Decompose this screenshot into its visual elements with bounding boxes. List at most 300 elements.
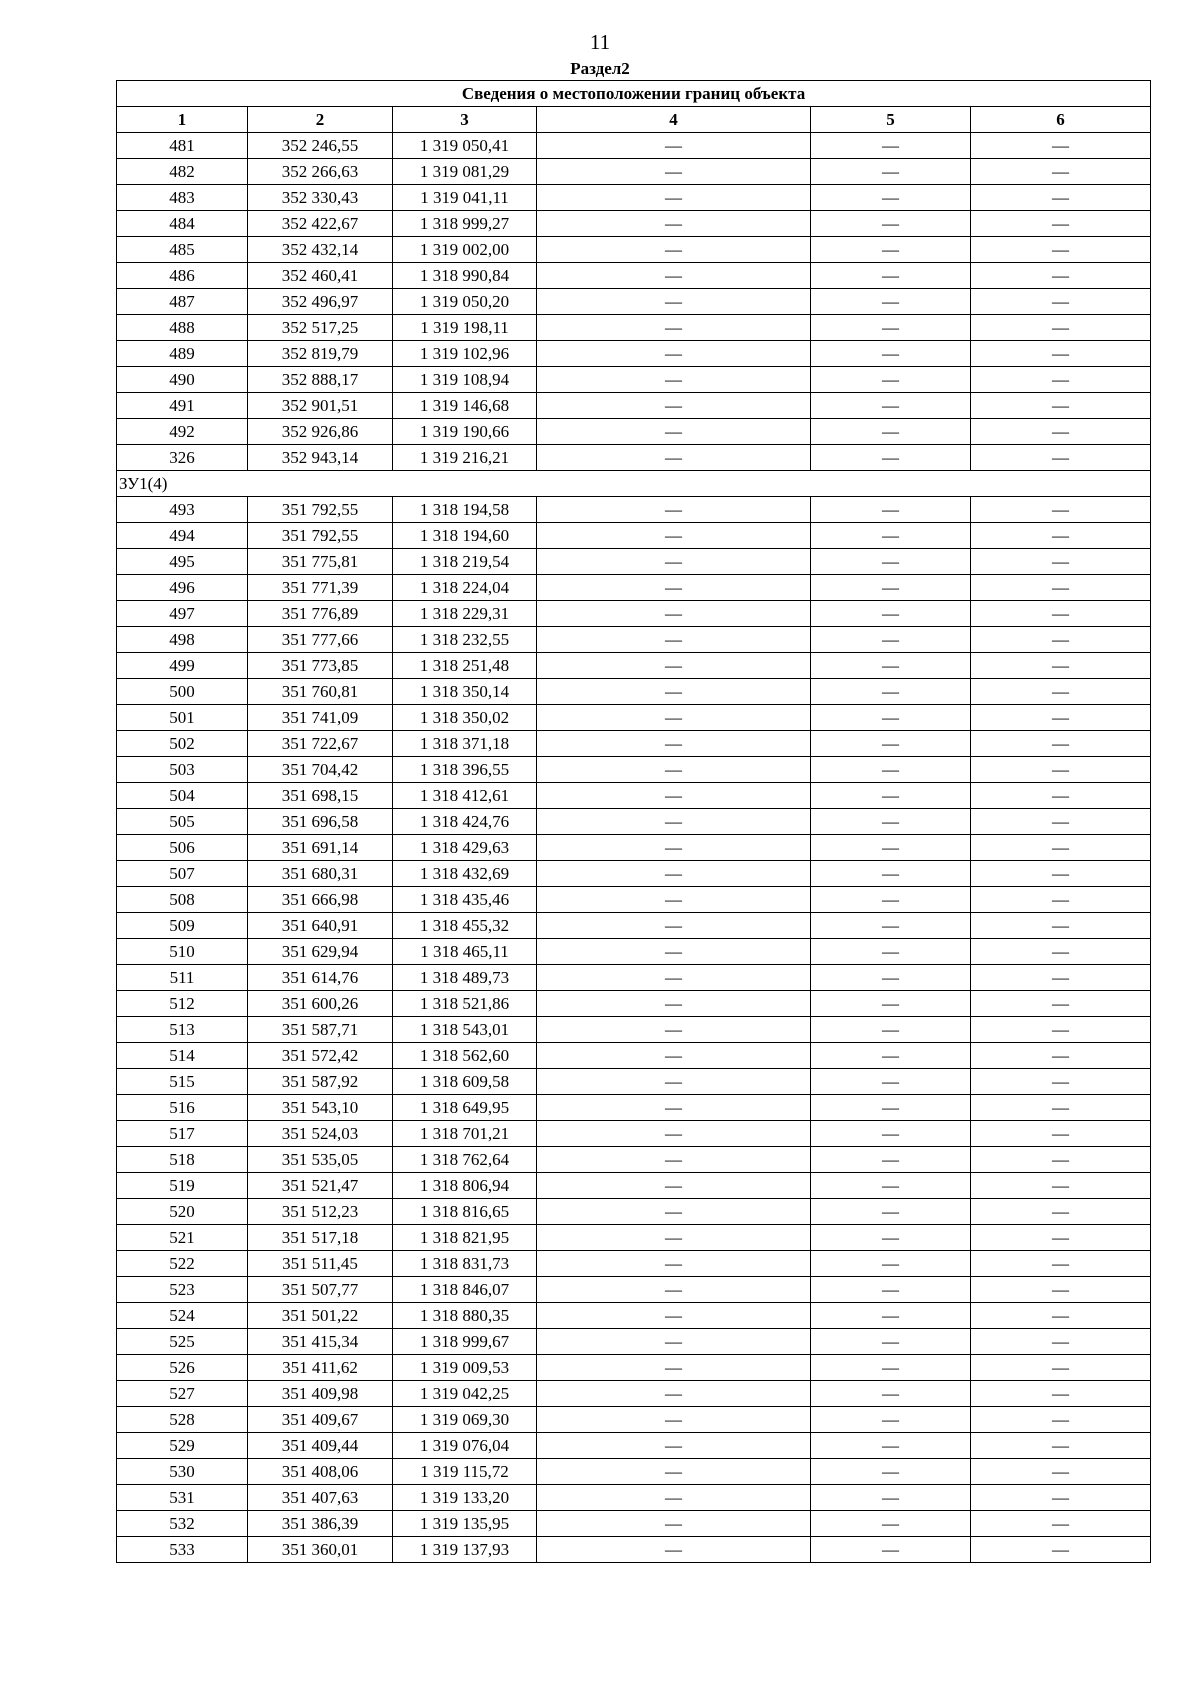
table-row <box>117 991 1151 1017</box>
point-number-cell: 502 <box>117 731 248 757</box>
empty-value-cell: — <box>971 1277 1151 1303</box>
point-number-cell: 516 <box>117 1095 248 1121</box>
empty-value-cell: — <box>537 1277 811 1303</box>
x-coordinate-cell: 351 666,98 <box>248 887 393 913</box>
empty-value-cell: — <box>537 1537 811 1563</box>
y-coordinate-cell: 1 318 465,11 <box>393 939 537 965</box>
point-number-cell: 495 <box>117 549 248 575</box>
point-number-cell: 484 <box>117 211 248 237</box>
point-number-cell: 326 <box>117 445 248 471</box>
point-number-cell: 507 <box>117 861 248 887</box>
table-row <box>117 1069 1151 1095</box>
table-row <box>117 757 1151 783</box>
y-coordinate-cell: 1 318 194,58 <box>393 497 537 523</box>
y-coordinate-cell: 1 318 562,60 <box>393 1043 537 1069</box>
point-number-cell: 512 <box>117 991 248 1017</box>
empty-value-cell: — <box>971 289 1151 315</box>
y-coordinate-cell: 1 318 999,67 <box>393 1329 537 1355</box>
x-coordinate-cell: 351 407,63 <box>248 1485 393 1511</box>
empty-value-cell: — <box>971 991 1151 1017</box>
point-number-cell: 527 <box>117 1381 248 1407</box>
x-coordinate-cell: 351 360,01 <box>248 1537 393 1563</box>
empty-value-cell: — <box>971 341 1151 367</box>
y-coordinate-cell: 1 319 050,20 <box>393 289 537 315</box>
point-number-cell: 532 <box>117 1511 248 1537</box>
y-coordinate-cell: 1 318 412,61 <box>393 783 537 809</box>
empty-value-cell: — <box>811 1199 971 1225</box>
y-coordinate-cell: 1 319 198,11 <box>393 315 537 341</box>
y-coordinate-cell: 1 318 701,21 <box>393 1121 537 1147</box>
x-coordinate-cell: 351 409,98 <box>248 1381 393 1407</box>
x-coordinate-cell: 351 511,45 <box>248 1251 393 1277</box>
x-coordinate-cell: 351 521,47 <box>248 1173 393 1199</box>
x-coordinate-cell: 351 587,71 <box>248 1017 393 1043</box>
empty-value-cell: — <box>537 159 811 185</box>
y-coordinate-cell: 1 319 133,20 <box>393 1485 537 1511</box>
x-coordinate-cell: 352 901,51 <box>248 393 393 419</box>
y-coordinate-cell: 1 318 350,02 <box>393 705 537 731</box>
empty-value-cell: — <box>971 159 1151 185</box>
empty-value-cell: — <box>811 393 971 419</box>
point-number-cell: 520 <box>117 1199 248 1225</box>
y-coordinate-cell: 1 319 042,25 <box>393 1381 537 1407</box>
table-row <box>117 809 1151 835</box>
y-coordinate-cell: 1 319 137,93 <box>393 1537 537 1563</box>
column-header: 4 <box>537 107 811 133</box>
table-row <box>117 315 1151 341</box>
empty-value-cell: — <box>811 783 971 809</box>
x-coordinate-cell: 351 792,55 <box>248 523 393 549</box>
point-number-cell: 522 <box>117 1251 248 1277</box>
empty-value-cell: — <box>537 211 811 237</box>
empty-value-cell: — <box>537 1329 811 1355</box>
x-coordinate-cell: 351 587,92 <box>248 1069 393 1095</box>
empty-value-cell: — <box>811 1251 971 1277</box>
empty-value-cell: — <box>811 1303 971 1329</box>
coordinates-table <box>116 80 1151 1563</box>
empty-value-cell: — <box>537 653 811 679</box>
empty-value-cell: — <box>537 887 811 913</box>
y-coordinate-cell: 1 318 649,95 <box>393 1095 537 1121</box>
empty-value-cell: — <box>971 939 1151 965</box>
x-coordinate-cell: 351 696,58 <box>248 809 393 835</box>
empty-value-cell: — <box>811 835 971 861</box>
empty-value-cell: — <box>971 731 1151 757</box>
empty-value-cell: — <box>971 497 1151 523</box>
x-coordinate-cell: 351 409,67 <box>248 1407 393 1433</box>
table-row <box>117 1147 1151 1173</box>
point-number-cell: 506 <box>117 835 248 861</box>
empty-value-cell: — <box>971 185 1151 211</box>
x-coordinate-cell: 351 535,05 <box>248 1147 393 1173</box>
y-coordinate-cell: 1 318 371,18 <box>393 731 537 757</box>
point-number-cell: 486 <box>117 263 248 289</box>
empty-value-cell: — <box>537 809 811 835</box>
empty-value-cell: — <box>971 1433 1151 1459</box>
y-coordinate-cell: 1 319 050,41 <box>393 133 537 159</box>
empty-value-cell: — <box>811 419 971 445</box>
y-coordinate-cell: 1 319 002,00 <box>393 237 537 263</box>
empty-value-cell: — <box>971 783 1151 809</box>
table-row <box>117 159 1151 185</box>
empty-value-cell: — <box>971 705 1151 731</box>
empty-value-cell: — <box>537 1381 811 1407</box>
table-row <box>117 887 1151 913</box>
empty-value-cell: — <box>811 1069 971 1095</box>
table-row <box>117 445 1151 471</box>
x-coordinate-cell: 351 680,31 <box>248 861 393 887</box>
empty-value-cell: — <box>811 1095 971 1121</box>
empty-value-cell: — <box>537 1069 811 1095</box>
empty-value-cell: — <box>971 1459 1151 1485</box>
table-row <box>117 601 1151 627</box>
empty-value-cell: — <box>537 1043 811 1069</box>
point-number-cell: 530 <box>117 1459 248 1485</box>
table-row <box>117 1017 1151 1043</box>
y-coordinate-cell: 1 318 429,63 <box>393 835 537 861</box>
table-row <box>117 1433 1151 1459</box>
table-row <box>117 679 1151 705</box>
empty-value-cell: — <box>537 731 811 757</box>
table-row <box>117 393 1151 419</box>
empty-value-cell: — <box>811 1277 971 1303</box>
point-number-cell: 497 <box>117 601 248 627</box>
empty-value-cell: — <box>971 757 1151 783</box>
empty-value-cell: — <box>971 1147 1151 1173</box>
empty-value-cell: — <box>971 1485 1151 1511</box>
empty-value-cell: — <box>811 991 971 1017</box>
empty-value-cell: — <box>971 1537 1151 1563</box>
x-coordinate-cell: 351 507,77 <box>248 1277 393 1303</box>
empty-value-cell: — <box>537 1485 811 1511</box>
empty-value-cell: — <box>971 913 1151 939</box>
empty-value-cell: — <box>971 133 1151 159</box>
x-coordinate-cell: 351 512,23 <box>248 1199 393 1225</box>
empty-value-cell: — <box>971 1329 1151 1355</box>
y-coordinate-cell: 1 318 455,32 <box>393 913 537 939</box>
table-row <box>117 185 1151 211</box>
empty-value-cell: — <box>537 1459 811 1485</box>
table-row <box>117 1277 1151 1303</box>
column-header: 5 <box>811 107 971 133</box>
page-number: 11 <box>589 30 611 54</box>
empty-value-cell: — <box>537 939 811 965</box>
table-row <box>117 939 1151 965</box>
point-number-cell: 491 <box>117 393 248 419</box>
table-row <box>117 1407 1151 1433</box>
empty-value-cell: — <box>971 315 1151 341</box>
point-number-cell: 517 <box>117 1121 248 1147</box>
empty-value-cell: — <box>811 1355 971 1381</box>
table-row <box>117 419 1151 445</box>
x-coordinate-cell: 351 409,44 <box>248 1433 393 1459</box>
empty-value-cell: — <box>971 1225 1151 1251</box>
table-row <box>117 1485 1151 1511</box>
y-coordinate-cell: 1 319 146,68 <box>393 393 537 419</box>
table-row <box>117 1121 1151 1147</box>
table-row <box>117 341 1151 367</box>
point-number-cell: 503 <box>117 757 248 783</box>
table-row <box>117 575 1151 601</box>
point-number-cell: 508 <box>117 887 248 913</box>
empty-value-cell: — <box>811 1459 971 1485</box>
y-coordinate-cell: 1 319 190,66 <box>393 419 537 445</box>
point-number-cell: 481 <box>117 133 248 159</box>
x-coordinate-cell: 352 422,67 <box>248 211 393 237</box>
point-number-cell: 489 <box>117 341 248 367</box>
empty-value-cell: — <box>811 1147 971 1173</box>
table-row <box>117 627 1151 653</box>
table-row <box>117 237 1151 263</box>
point-number-cell: 482 <box>117 159 248 185</box>
point-number-cell: 500 <box>117 679 248 705</box>
empty-value-cell: — <box>537 367 811 393</box>
y-coordinate-cell: 1 319 081,29 <box>393 159 537 185</box>
y-coordinate-cell: 1 318 435,46 <box>393 887 537 913</box>
table-row <box>117 1225 1151 1251</box>
y-coordinate-cell: 1 318 880,35 <box>393 1303 537 1329</box>
table-row <box>117 1381 1151 1407</box>
y-coordinate-cell: 1 318 219,54 <box>393 549 537 575</box>
empty-value-cell: — <box>971 1355 1151 1381</box>
empty-value-cell: — <box>537 679 811 705</box>
table-caption: Сведения о местоположении границ объекта <box>117 81 1151 107</box>
empty-value-cell: — <box>537 445 811 471</box>
point-number-cell: 533 <box>117 1537 248 1563</box>
empty-value-cell: — <box>811 523 971 549</box>
empty-value-cell: — <box>971 1017 1151 1043</box>
empty-value-cell: — <box>971 679 1151 705</box>
empty-value-cell: — <box>537 523 811 549</box>
empty-value-cell: — <box>811 1043 971 1069</box>
empty-value-cell: — <box>537 1173 811 1199</box>
x-coordinate-cell: 351 614,76 <box>248 965 393 991</box>
x-coordinate-cell: 351 741,09 <box>248 705 393 731</box>
empty-value-cell: — <box>971 523 1151 549</box>
empty-value-cell: — <box>811 1407 971 1433</box>
y-coordinate-cell: 1 318 232,55 <box>393 627 537 653</box>
x-coordinate-cell: 352 246,55 <box>248 133 393 159</box>
y-coordinate-cell: 1 318 224,04 <box>393 575 537 601</box>
empty-value-cell: — <box>537 1199 811 1225</box>
empty-value-cell: — <box>811 315 971 341</box>
empty-value-cell: — <box>537 783 811 809</box>
x-coordinate-cell: 351 640,91 <box>248 913 393 939</box>
empty-value-cell: — <box>971 887 1151 913</box>
empty-value-cell: — <box>811 549 971 575</box>
empty-value-cell: — <box>537 705 811 731</box>
table-row <box>117 835 1151 861</box>
table-row <box>117 263 1151 289</box>
empty-value-cell: — <box>971 1381 1151 1407</box>
point-number-cell: 521 <box>117 1225 248 1251</box>
point-number-cell: 510 <box>117 939 248 965</box>
x-coordinate-cell: 351 775,81 <box>248 549 393 575</box>
x-coordinate-cell: 352 330,43 <box>248 185 393 211</box>
y-coordinate-cell: 1 319 069,30 <box>393 1407 537 1433</box>
empty-value-cell: — <box>537 263 811 289</box>
empty-value-cell: — <box>537 1147 811 1173</box>
table-row <box>117 1043 1151 1069</box>
empty-value-cell: — <box>811 1537 971 1563</box>
table-row <box>117 705 1151 731</box>
table-row <box>117 1459 1151 1485</box>
x-coordinate-cell: 352 266,63 <box>248 159 393 185</box>
point-number-cell: 524 <box>117 1303 248 1329</box>
y-coordinate-cell: 1 318 762,64 <box>393 1147 537 1173</box>
point-number-cell: 488 <box>117 315 248 341</box>
empty-value-cell: — <box>811 1173 971 1199</box>
x-coordinate-cell: 351 777,66 <box>248 627 393 653</box>
y-coordinate-cell: 1 318 831,73 <box>393 1251 537 1277</box>
column-header-row <box>117 107 1151 133</box>
empty-value-cell: — <box>811 757 971 783</box>
empty-value-cell: — <box>811 1225 971 1251</box>
y-coordinate-cell: 1 318 432,69 <box>393 861 537 887</box>
empty-value-cell: — <box>537 1355 811 1381</box>
empty-value-cell: — <box>971 1303 1151 1329</box>
empty-value-cell: — <box>811 575 971 601</box>
empty-value-cell: — <box>537 289 811 315</box>
point-number-cell: 483 <box>117 185 248 211</box>
y-coordinate-cell: 1 318 990,84 <box>393 263 537 289</box>
empty-value-cell: — <box>971 627 1151 653</box>
empty-value-cell: — <box>971 367 1151 393</box>
empty-value-cell: — <box>971 393 1151 419</box>
point-number-cell: 513 <box>117 1017 248 1043</box>
empty-value-cell: — <box>537 1433 811 1459</box>
empty-value-cell: — <box>811 159 971 185</box>
y-coordinate-cell: 1 318 229,31 <box>393 601 537 627</box>
empty-value-cell: — <box>971 1199 1151 1225</box>
x-coordinate-cell: 351 408,06 <box>248 1459 393 1485</box>
empty-value-cell: — <box>811 211 971 237</box>
y-coordinate-cell: 1 318 999,27 <box>393 211 537 237</box>
empty-value-cell: — <box>537 1511 811 1537</box>
empty-value-cell: — <box>537 133 811 159</box>
point-number-cell: 511 <box>117 965 248 991</box>
point-number-cell: 498 <box>117 627 248 653</box>
x-coordinate-cell: 352 819,79 <box>248 341 393 367</box>
empty-value-cell: — <box>971 211 1151 237</box>
y-coordinate-cell: 1 318 424,76 <box>393 809 537 835</box>
empty-value-cell: — <box>971 1069 1151 1095</box>
empty-value-cell: — <box>811 809 971 835</box>
y-coordinate-cell: 1 318 194,60 <box>393 523 537 549</box>
group-label: ЗУ1(4) <box>117 471 1151 497</box>
table-row <box>117 497 1151 523</box>
empty-value-cell: — <box>537 1121 811 1147</box>
empty-value-cell: — <box>971 1043 1151 1069</box>
table-row <box>117 1199 1151 1225</box>
empty-value-cell: — <box>537 549 811 575</box>
empty-value-cell: — <box>811 679 971 705</box>
empty-value-cell: — <box>811 341 971 367</box>
empty-value-cell: — <box>971 861 1151 887</box>
point-number-cell: 519 <box>117 1173 248 1199</box>
x-coordinate-cell: 351 572,42 <box>248 1043 393 1069</box>
empty-value-cell: — <box>971 445 1151 471</box>
column-header: 6 <box>971 107 1151 133</box>
column-header: 3 <box>393 107 537 133</box>
empty-value-cell: — <box>537 913 811 939</box>
y-coordinate-cell: 1 318 821,95 <box>393 1225 537 1251</box>
empty-value-cell: — <box>537 991 811 1017</box>
empty-value-cell: — <box>811 653 971 679</box>
x-coordinate-cell: 352 460,41 <box>248 263 393 289</box>
empty-value-cell: — <box>971 835 1151 861</box>
empty-value-cell: — <box>811 497 971 523</box>
table-row <box>117 1095 1151 1121</box>
y-coordinate-cell: 1 318 846,07 <box>393 1277 537 1303</box>
point-number-cell: 499 <box>117 653 248 679</box>
section-title: Раздел2 <box>570 59 630 78</box>
empty-value-cell: — <box>811 887 971 913</box>
empty-value-cell: — <box>811 627 971 653</box>
empty-value-cell: — <box>811 861 971 887</box>
empty-value-cell: — <box>811 965 971 991</box>
y-coordinate-cell: 1 318 806,94 <box>393 1173 537 1199</box>
y-coordinate-cell: 1 319 009,53 <box>393 1355 537 1381</box>
y-coordinate-cell: 1 318 489,73 <box>393 965 537 991</box>
table-row <box>117 367 1151 393</box>
x-coordinate-cell: 351 629,94 <box>248 939 393 965</box>
empty-value-cell: — <box>811 237 971 263</box>
empty-value-cell: — <box>971 1407 1151 1433</box>
point-number-cell: 494 <box>117 523 248 549</box>
empty-value-cell: — <box>971 419 1151 445</box>
point-number-cell: 525 <box>117 1329 248 1355</box>
x-coordinate-cell: 351 411,62 <box>248 1355 393 1381</box>
y-coordinate-cell: 1 319 135,95 <box>393 1511 537 1537</box>
empty-value-cell: — <box>811 731 971 757</box>
point-number-cell: 528 <box>117 1407 248 1433</box>
empty-value-cell: — <box>537 1407 811 1433</box>
point-number-cell: 529 <box>117 1433 248 1459</box>
y-coordinate-cell: 1 318 609,58 <box>393 1069 537 1095</box>
table-row <box>117 913 1151 939</box>
empty-value-cell: — <box>537 1095 811 1121</box>
empty-value-cell: — <box>811 1485 971 1511</box>
point-number-cell: 501 <box>117 705 248 731</box>
point-number-cell: 505 <box>117 809 248 835</box>
empty-value-cell: — <box>537 341 811 367</box>
empty-value-cell: — <box>537 1303 811 1329</box>
table-row <box>117 1355 1151 1381</box>
empty-value-cell: — <box>537 1017 811 1043</box>
point-number-cell: 493 <box>117 497 248 523</box>
table-row <box>117 1537 1151 1563</box>
empty-value-cell: — <box>811 705 971 731</box>
empty-value-cell: — <box>537 185 811 211</box>
empty-value-cell: — <box>537 861 811 887</box>
empty-value-cell: — <box>537 575 811 601</box>
point-number-cell: 509 <box>117 913 248 939</box>
empty-value-cell: — <box>537 1225 811 1251</box>
y-coordinate-cell: 1 319 216,21 <box>393 445 537 471</box>
empty-value-cell: — <box>537 965 811 991</box>
empty-value-cell: — <box>811 913 971 939</box>
x-coordinate-cell: 351 543,10 <box>248 1095 393 1121</box>
column-header: 2 <box>248 107 393 133</box>
point-number-cell: 518 <box>117 1147 248 1173</box>
point-number-cell: 514 <box>117 1043 248 1069</box>
x-coordinate-cell: 352 926,86 <box>248 419 393 445</box>
x-coordinate-cell: 351 704,42 <box>248 757 393 783</box>
point-number-cell: 515 <box>117 1069 248 1095</box>
empty-value-cell: — <box>971 1095 1151 1121</box>
point-number-cell: 523 <box>117 1277 248 1303</box>
